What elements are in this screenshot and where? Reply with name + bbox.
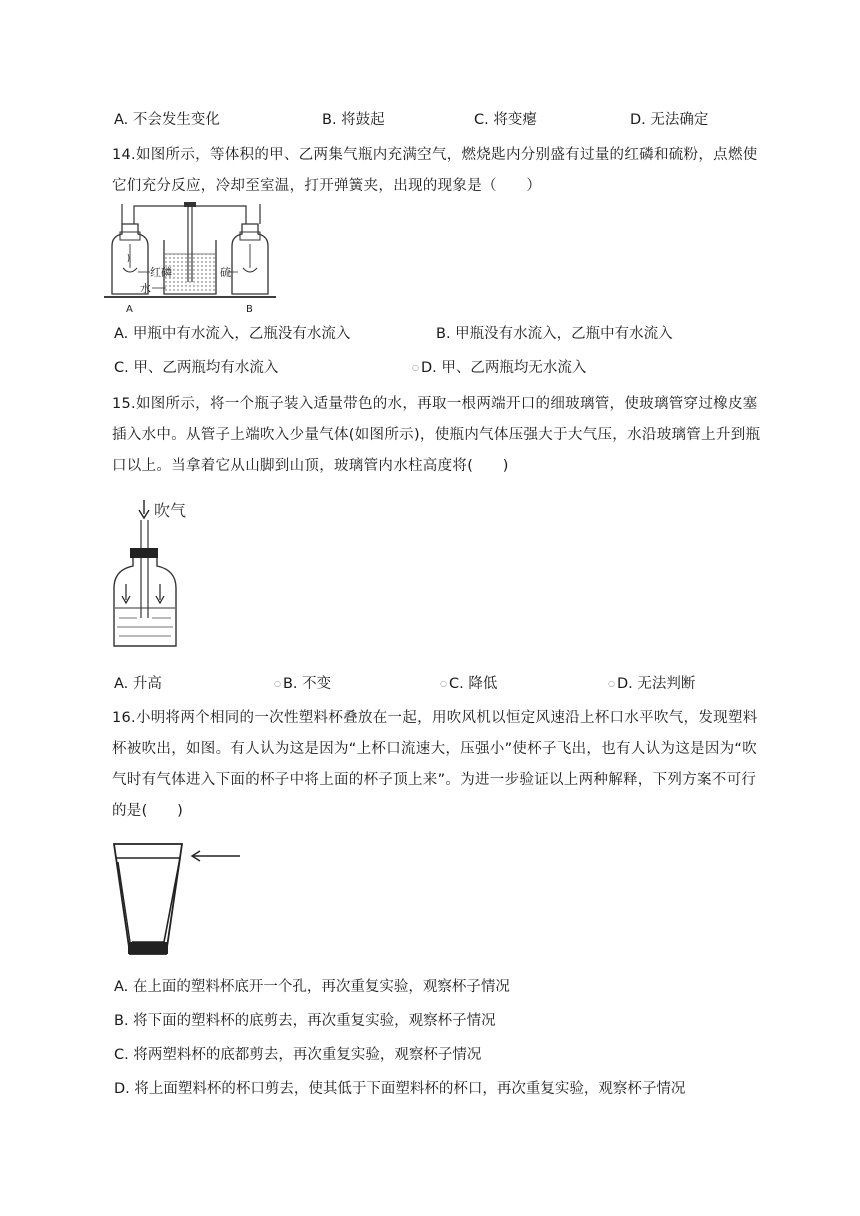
label-red-phosphorus: 红磷 [150,266,172,279]
q14-stem: 14.如图所示，等体积的甲、乙两集气瓶内充满空气，燃烧匙内分别盛有过量的红磷和硫粉，点燃使它们充分反应，冷却至室温，打开弹簧夹，出现的现象是（ ） [112,147,758,194]
label-blow: 吹气 [154,501,187,520]
q16-cups-diagram [104,838,254,960]
q15-stem: 15.如图所示，将一个瓶子装入适量带色的水，再取一根两端开口的细玻璃管，使玻璃管穿过橡皮塞插入水中。从管子上端吹入少量气体(如图所示)，使瓶内气体压强大于大气压，水沿玻璃管上升到瓶口以上。当拿着它从山脚到山顶，玻璃管内水柱高度将( ) [112,396,761,474]
q14-option-d: ○ D. 甲、乙两瓶均无水流入 [412,360,587,376]
q13-option-b: B. 将鼓起 [322,112,385,128]
q13-option-a: A. 不会发生变化 [114,112,220,128]
q13-option-c: C. 将变瘪 [474,112,537,128]
q15-option-d: ○ D. 无法判断 [608,676,696,692]
q15-option-a: A. 升高 [114,676,162,692]
q16-stem: 16.小明将两个相同的一次性塑料杯叠放在一起，用吹风机以恒定风速沿上杯口水平吹气，发现塑料杯被吹出，如图。有人认为这是因为“上杯口流速大，压强小”使杯子飞出，也有人认为这是因为“吹气时有气体进入下面的杯子中将上面的杯子顶上来”。为进一步验证以上两种解释，下列方案不可行的是( ) [112,710,758,819]
q16-option-d: D. 将上面塑料杯的杯口剪去，使其低于下面塑料杯的杯口，再次重复实验，观察杯子情况 [114,1081,686,1097]
q13-option-d: D. 无法确定 [630,112,709,128]
label-sulfur: 硫 [220,266,231,279]
label-water: 水 [140,282,151,295]
q15-bottle-diagram [106,496,216,656]
q16-option-b: B. 将下面的塑料杯的底剪去，再次重复实验，观察杯子情况 [114,1013,496,1029]
q15-option-b: ○ B. 不变 [274,676,332,692]
q16-option-c: C. 将两塑料杯的底都剪去，再次重复实验，观察杯子情况 [114,1047,482,1063]
q14-apparatus-diagram [100,196,280,316]
label-bottle-a: A [126,304,133,315]
label-bottle-b: B [246,304,253,315]
q16-option-a: A. 在上面的塑料杯底开一个孔，再次重复实验，观察杯子情况 [114,979,510,995]
q14-option-c: C. 甲、乙两瓶均有水流入 [114,360,279,376]
q14-option-a: A. 甲瓶中有水流入，乙瓶没有水流入 [114,326,351,342]
q14-option-b: B. 甲瓶没有水流入，乙瓶中有水流入 [436,326,673,342]
q15-option-c: ○ C. 降低 [440,676,498,692]
